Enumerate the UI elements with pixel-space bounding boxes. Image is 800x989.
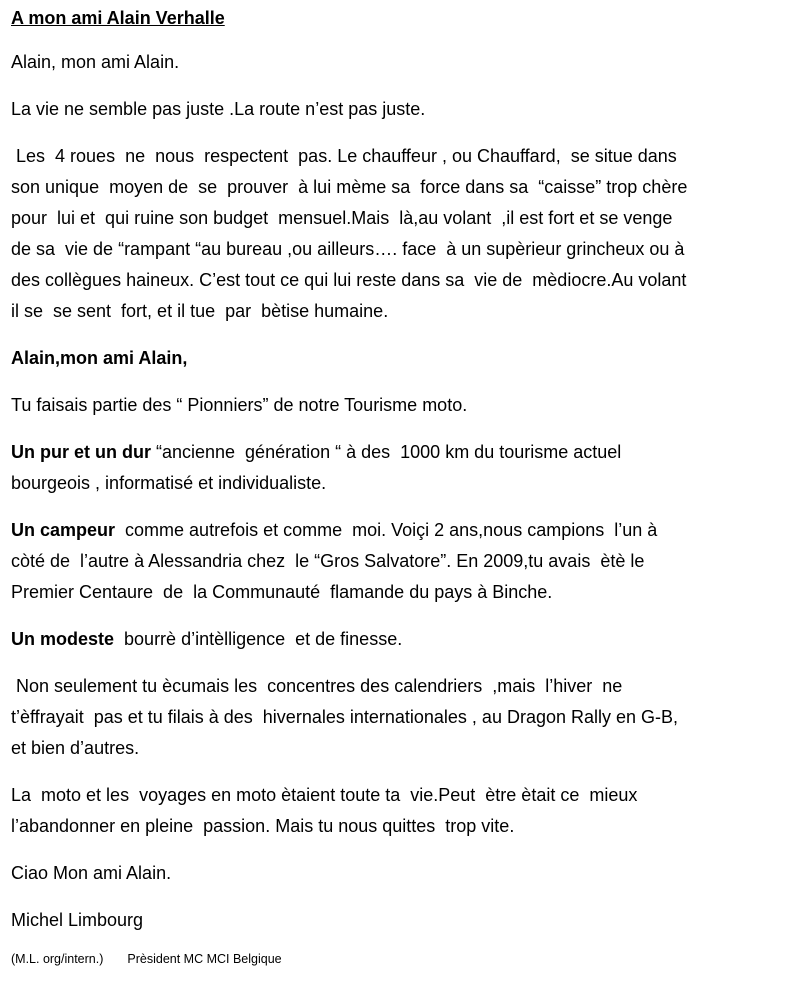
letter-title: A mon ami Alain Verhalle: [11, 8, 225, 28]
greeting-paragraph: Alain, mon ami Alain.: [11, 52, 180, 72]
text-line: Non seulement tu ècumais les concentres des calendriers ,mais l’hiver ne: [11, 676, 623, 696]
text-line: [11, 624, 791, 655]
paragraph-chauffard: [11, 141, 791, 327]
paragraph-campeur: [11, 515, 791, 608]
bold-lead: Un campeur: [11, 520, 116, 540]
lead-rest: comme autrefois et comme moi. Voiçi 2 ans,nous campions l’un à: [115, 520, 658, 540]
text-line: [11, 515, 791, 546]
text-line: La moto et les voyages en moto ètaient toute ta vie.Peut ètre ètait ce mieux: [11, 785, 638, 805]
footer-role: Prèsident MC MCI Belgique: [127, 952, 282, 966]
signature-name: Michel Limbourg: [11, 910, 144, 930]
paragraph-pur-et-dur: [11, 437, 791, 499]
text-line: l’abandonner en pleine passion. Mais tu nous quittes trop vite.: [11, 816, 515, 836]
text-line: son unique moyen de se prouver à lui mème sa force dans sa “caisse” trop chère: [11, 177, 688, 197]
text-line: et bien d’autres.: [11, 738, 140, 758]
lead-rest: bourrè d’intèlligence et de finesse.: [114, 629, 403, 649]
text-line: Les 4 roues ne nous respectent pas. Le chauffeur , ou Chauffard, se situe dans: [11, 146, 677, 166]
paragraph-address-bold: Alain,mon ami Alain,: [11, 348, 188, 368]
paragraph-hivernales: [11, 671, 791, 764]
paragraph-route: La vie ne semble pas juste .La route n’est pas juste.: [11, 99, 426, 119]
text-line: Premier Centaure de la Communauté flamande du pays à Binche.: [11, 582, 553, 602]
text-line: des collègues haineux. C’est tout ce qui lui reste dans sa vie de mèdiocre.Au volant: [11, 270, 687, 290]
closing-line: Ciao Mon ami Alain.: [11, 863, 172, 883]
text-line: il se se sent fort, et il tue par bètise humaine.: [11, 301, 389, 321]
text-line: bourgeois , informatisé et individualiste.: [11, 473, 327, 493]
lead-rest: “ancienne génération “ à des 1000 km du tourisme actuel: [150, 442, 622, 462]
footer-line: [11, 950, 791, 968]
footer-reference: (M.L. org/intern.): [11, 952, 104, 966]
paragraph-modeste: [11, 624, 791, 655]
paragraph-voyages: [11, 780, 791, 842]
bold-lead: Un modeste: [11, 629, 115, 649]
bold-lead: Un pur et un dur: [11, 442, 151, 462]
text-line: pour lui et qui ruine son budget mensuel.Mais là,au volant ,il est fort et se venge: [11, 208, 673, 228]
paragraph-pionniers: Tu faisais partie des “ Pionniers” de notre Tourisme moto.: [11, 395, 468, 415]
text-line: còté de l’autre à Alessandria chez le “Gros Salvatore”. En 2009,tu avais ètè le: [11, 551, 645, 571]
letter-page: [11, 6, 791, 968]
text-line: [11, 437, 791, 468]
text-line: t’èffrayait pas et tu filais à des hivernales internationales , au Dragon Rally en G-B,: [11, 707, 679, 727]
text-line: de sa vie de “rampant “au bureau ,ou ailleurs…. face à un supèrieur grincheux ou à: [11, 239, 685, 259]
